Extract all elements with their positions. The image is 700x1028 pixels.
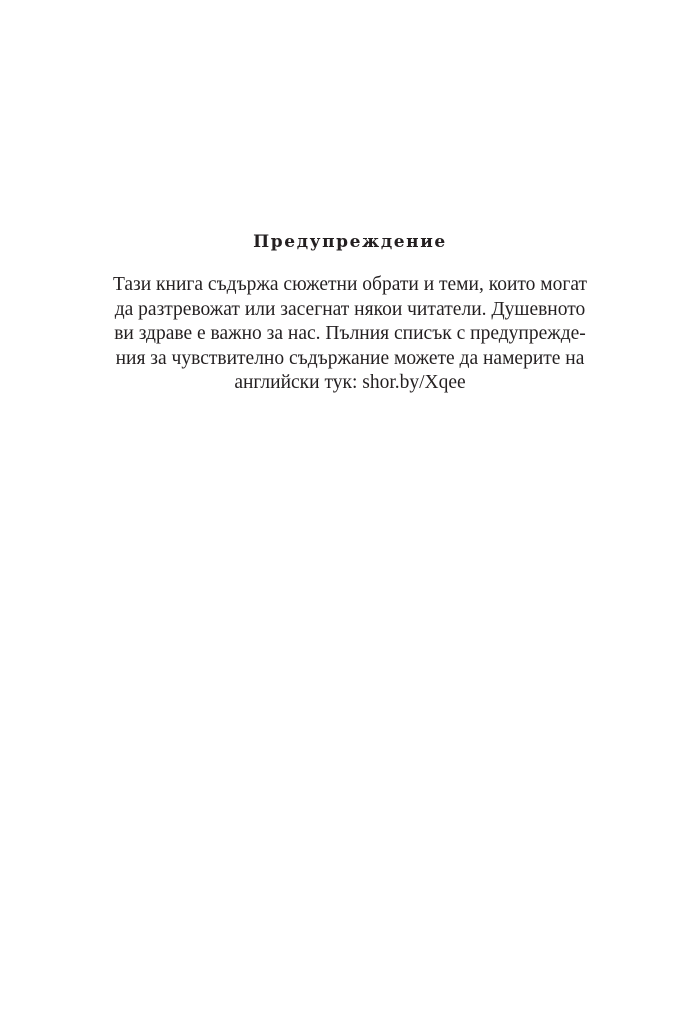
paragraph-line: да разтревожат или засегнат някои читатели. Душевното [114,298,586,320]
paragraph-line: Тази книга съдържа сюжетни обрати и теми, които могат [112,274,588,295]
paragraph-line: ви здраве е важно за нас. Пълния списък с предупрежде- [114,323,586,344]
warning-heading: Предупреждение [253,232,447,252]
paragraph-line-with-link: английски тук: shor.by/Xqee [234,372,466,393]
paragraph-line: ния за чувствително съдържание можете да намерите на [115,347,585,369]
warning-paragraph [70,273,630,396]
content-warning-section [70,230,630,396]
